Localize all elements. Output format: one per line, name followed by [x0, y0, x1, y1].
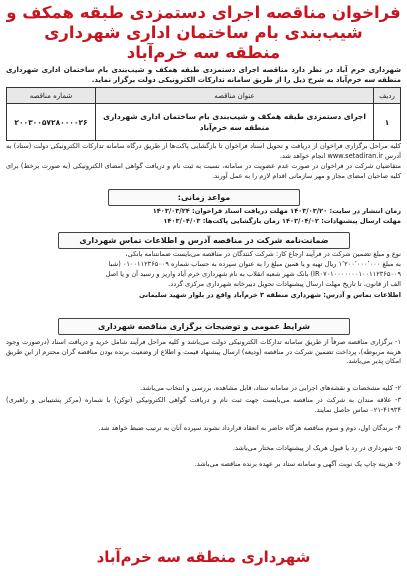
procedure-paragraph: کلیه مراحل برگزاری فراخوان از دریافت و تحویل اسناد فراخوان تا بازگشایی پاکت‌ها از طریق درگاه سامانه تدارکات الکترونیکی دولت (ستاد) به آدرس www.setadiran.ir انجام خواهد شد. [6, 142, 401, 160]
contact-line: اطلاعات تماس و آدرس: شهرداری منطقه ۳ خرم‌آباد واقع در بلوار شهید سلیمانی [138, 291, 401, 299]
table-row [7, 104, 401, 141]
condition-2: ۲- کلیه مشخصات و نقشه‌های اجرایی در سامانه ستاد، قابل مشاهده، بررسی و انتخاب می‌باشد. [140, 384, 401, 392]
row-title: اجرای دستمزدی طبقه همکف و شیب‌بندی بام ساختمان اداری شهرداری منطقه سه خرم‌آباد [96, 104, 374, 141]
title-line-1: فراخوان مناقصه اجرای دستمزدی طبقه همکف و [6, 3, 401, 22]
condition-4: ۴- برندگان اول، دوم و سوم مناقصه هرگاه حاضر به انعقاد قرارداد نشوند سپرده آنان به ترتیب ضبط خواهد شد. [98, 424, 401, 432]
header-index: ردیف [374, 88, 401, 104]
condition-1: ۱- برگزاری مناقصه صرفاً از طریق سامانه تدارکات الکترونیکی دولت می‌باشد و کلیه مراحل فرآیند شامل خرید و دریافت اسناد (درصورت وجود هزینه مربوطه)، پرداخت تضمین شرکت در مناقصه (ودیعه) ارسال پیشنهاد قیمت و اطلاع از وضعیت برنده بودن مناقصه گران محترم از این طریق امکان پذیر می‌باشد. [6, 338, 401, 365]
title-line-3: منطقه سه خرم‌آباد [126, 43, 281, 62]
header-title: عنوان مناقصه [96, 88, 374, 104]
conditions-heading: شرایط عمومی و توضیحات برگزاری مناقصه شهرداری [58, 318, 350, 335]
intro-text: شهرداری خرم آباد در نظر دارد مناقصه اجرای دستمزدی طبقه همکف و شیب‌بندی بام ساختمان اداری شهرداری منطقه سه خرم‌آباد به شرح ذیل را از طریق سامانه تدارکات الکترونیکی دولت برگزار نماید. [6, 66, 401, 84]
title-line-2: شیب‌بندی بام ساختمان اداری شهرداری [44, 23, 363, 42]
row-number: ۲۰۰۳۰۰۵۷۲۸۰۰۰۰۲۶ [7, 104, 96, 141]
guarantee-line-4: الف از قانون، تا تاریخ مهلت ارسال پیشنهادات تحویل دبیرخانه شهرداری مرکزی گردد. [168, 280, 401, 288]
notice-title [6, 3, 401, 63]
footer-signature: شهرداری منطقه سه خرم‌آباد [96, 548, 311, 566]
header-number: شماره مناقصه [7, 88, 96, 104]
deadline-line-1: زمان انتشار در سایت: ۱۴۰۳/۰۳/۲۰ مهلت دریافت اسناد فراخوان: ۱۴۰۳/۰۳/۲۴ [152, 207, 401, 215]
table-header-row [7, 88, 401, 104]
condition-5: ۵- شهرداری در رد یا قبول هریک از پیشنهادات مختار می‌باشد. [232, 444, 401, 452]
deadline-line-2: مهلت ارسال پیشنهادات: ۱۴۰۳/۰۴/۰۲ زمان بازگشایی پاکت‌ها: ۱۴۰۳/۰۴/۰۳ [163, 217, 401, 225]
row-index: ۱ [374, 104, 401, 141]
guarantee-line-3: IR۰۷۰۱۰۰۰۰۰۰۰۱۰۰۱۱۲۳۶۵۰۰۹) بانک شهر شعبه انقلاب به نام شهرداری خرم آباد واریز و رسید آن و یا اصل [105, 270, 401, 278]
guarantee-line-2: به مبلغ ۱٬۲۰۰٬۰۰۰٬۰۰۰ ریال تهیه و یا همین مبلغ را به عنوان سپرده به حساب شماره ۰۱۰۰۱۱۲۳۶۵۰۰۹ (شبا [108, 260, 401, 268]
tender-table [6, 87, 401, 141]
registration-paragraph: متقاضیان شرکت در فراخوان در صورت عدم عضویت در سامانه، نسبت به ثبت نام و دریافت گواهی امضای الکترونیکی (به صورت برخط) برای کلیه صاحبان امضای مجاز و مهر سازمانی اقدام لازم را به عمل آورند. [6, 162, 401, 180]
condition-3: ۳- علاقه مندان به شرکت در مناقصه می‌بایست جهت ثبت نام و دریافت گواهی الکترونیکی (توکن) با شماره (مرکز پشتیبانی و راهبری) ۴۱۹۳۴-۰۲۱ تماس حاصل نمایند. [6, 396, 401, 414]
deadlines-heading: مواعد زمانی: [108, 189, 300, 206]
guarantee-line-1: نوع و مبلغ تضمین شرکت در فرآیند ارجاع کار: شرکت کنندگان در مناقصه می‌بایست ضمانتنامه بانکی، [125, 250, 401, 258]
condition-6: ۶- هزینه چاپ یک نوبت آگهی و سامانه ستاد بر عهده برنده مناقصه می‌باشد. [194, 460, 401, 468]
guarantee-heading: ضمانت‌نامه شرکت در مناقصه آدرس و اطلاعات تماس شهرداری [58, 232, 350, 249]
